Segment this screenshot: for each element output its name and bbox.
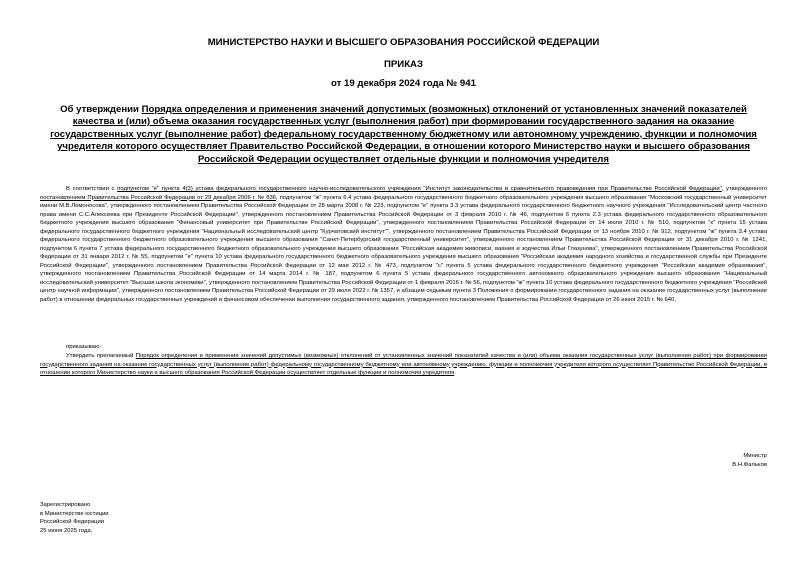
order-word: приказываю: xyxy=(66,344,102,350)
registration-block xyxy=(40,501,109,535)
signatory-name: В.Н.Фальков xyxy=(732,462,767,468)
preamble-charter-link[interactable]: подпунктом "е" пункта 4(3) устава федерального государственного научно-исследовательского учреждения "Институт законодательства и сравнительного правоведения при Правительстве Российской Федерации" xyxy=(117,186,722,192)
approval-paragraph xyxy=(40,352,767,378)
registration-line: Российской Федерации xyxy=(40,519,105,525)
document-date-number: от 19 декабря 2024 года № 941 xyxy=(331,78,476,89)
signatory-position: Министр xyxy=(743,453,767,459)
ministry-heading: МИНИСТЕРСТВО НАУКИ И ВЫСШЕГО ОБРАЗОВАНИЯ РОССИЙСКОЙ ФЕДЕРАЦИИ xyxy=(207,37,600,48)
preamble-paragraph xyxy=(40,185,767,304)
approval-prefix: Утвердить прилагаемый xyxy=(66,353,136,359)
registration-line: в Министерстве юстиции xyxy=(40,510,109,517)
preamble-decree-link[interactable]: постановлением Правительства Российской Федерации от 29 декабря 2006 г. № 836 xyxy=(40,194,277,201)
title-prefix: Об утверждении xyxy=(60,104,142,115)
approval-procedure-link[interactable]: Порядок определения и применения значений допустимых (возможных) отклонений от установленных значений показателей качества и (или) объема оказания государственных услуг (выполнения работ) при формировании государственного задания на оказание государственных услуг (выполнение работ) федеральному государственному бюджетному или автономному учреждению, функции и полномочия учредителя которого осуществляет Правительство Российской Федерации, в отношении которого Министерство науки и высшего образования Российской Федерации осуществляет отдельные функции и полномочия учредителя xyxy=(40,353,767,376)
title-procedure-link[interactable]: Порядка определения и применения значений допустимых (возможных) отклонений от установленных значений показателей качества и (или) объема оказания государственных услуг (выполнения работ) при формировании государственного задания на оказание государственных услуг (выполнение работ) федеральному государственному бюджетному или автономному учреждению, функции и полномочия учредителя которого осуществляет Правительство Российской Федерации, в отношении которого Министерство науки и высшего образования Российской Федерации осуществляет отдельные функции и полномочия учредителя xyxy=(50,104,757,165)
document-title xyxy=(40,104,767,166)
preamble-prefix: В соответствии с xyxy=(66,186,118,192)
registration-line: 25 июня 2025 года, xyxy=(40,527,93,534)
preamble-text-2: , подпунктом "ж" пункта 6.4 устава федерального государственного бюджетного образовательного учреждения высшего образования "Московский государственный университет имени М.В.Ломоносова", утвержденного постановлением Правительства Российской Федерации от 28 марта 2008 г. № 223, подпунктом "е" пункта 3.3 устава федерального государственного бюджетного научного учреждения "Исследовательский центр частного права имени С.С.Алексеева при Президенте Российской Федерации", утвержденного постановлением Правительства Российской Федерации от 3 февраля 2010 г. № 46, подпунктом 6 пункта 2.3 устава федерального государственного образовательного бюджетного учреждения высшего образования "Финансовый университет при Правительстве Российской Федерации", утвержденного постановлением Правительства Российской Федерации от 14 июля 2010 г. № 510, подпунктом "к" пункта 15 устава федерального государственного бюджетного учреждения "Национальный исследовательский центр "Курчатовский институт"", утвержденного постановлением Правительства Российской Федерации от 13 ноября 2010 г. № 912, подпунктом "ж" пункта 3.4 устава федерального государственного бюджетного образовательного учреждения высшего образования "Санкт-Петербургский государственный университет", утвержденного постановлением Правительства Российской Федерации от 31 декабря 2010 г. № 1241, подпунктом 6 пункта 7 устава федерального государственного бюджетного образовательного учреждения высшего образования "Российская академия живописи, ваяния и зодчества Ильи Глазунова", утвержденного постановлением Правительства Российской Федерации от 31 января 2012 г. № 55, подпунктом "е" пункта 10 устава федерального государственного бюджетного образовательного учреждения высшего образования "Российская академия народного хозяйства и государственной службы при Президенте Российской Федерации", утвержденного постановлением Правительства Российской Федерации от 12 мая 2012 г. № 473, подпунктом "с" пункта 5 устава федерального государственного бюджетного учреждения "Российская академия образования", утвержденного постановлением Правительства Российской Федерации от 14 марта 2014 г. № 187, подпунктом 6 пункта 5 устава федерального государственного автономного образовательного учреждения высшего образования "Национальный исследовательский университет "Высшая школа экономики", утвержденного постановлением Правительства Российской Федерации от 1 февраля 2016 г. № 56, подпунктом "ж" пункта 10 устава федерального государственного бюджетного учреждения "Российский центр научной информации", утвержденного постановлением Правительства Российской Федерации от 29 июля 2022 г. № 1357, и абзацем седьмым пункта 3 Положения о формировании государственного задания на оказание государственных услуг (выполнение работ) в отношении федеральных государственных учреждений и финансовом обеспечении выполнения государственного задания, утвержденного постановлением Правительства Российской Федерации от 26 июня 2015 г. № 640, xyxy=(40,194,768,303)
preamble-text-1: , утвержденного xyxy=(721,186,767,192)
registration-line: Зарегистрировано xyxy=(40,502,91,508)
approval-suffix: . xyxy=(454,370,456,376)
document-type: ПРИКАЗ xyxy=(384,59,423,70)
